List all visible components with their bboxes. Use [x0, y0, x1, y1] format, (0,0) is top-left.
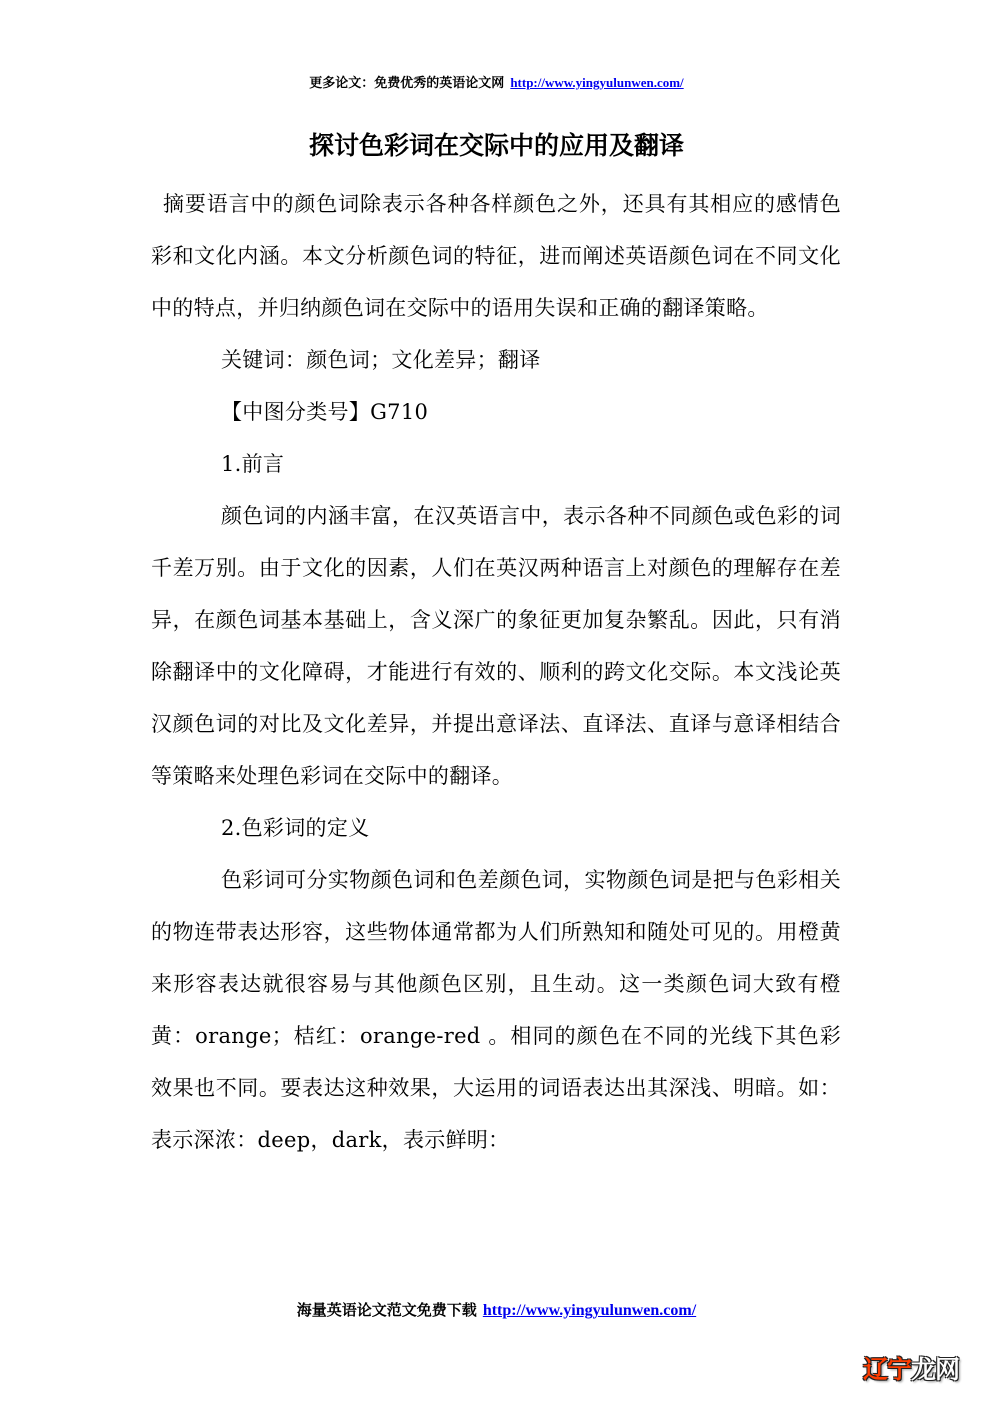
classification-number: 【中图分类号】G710: [221, 400, 429, 424]
abstract-paragraph: 摘要语言中的颜色词除表示各种各样颜色之外，还具有其相应的感情色彩和文化内涵。本文分析颜色词的特征，进而阐述英语颜色词在不同文化中的特点，并归纳颜色词在交际中的语用失误和正确的翻译策略。: [151, 192, 841, 320]
footer-text: 海量英语论文范文免费下载: [296, 1301, 477, 1319]
document-body: [151, 178, 841, 1166]
header-text: 更多论文：免费优秀的英语论文网: [309, 76, 505, 91]
keywords-line: 关键词：颜色词；文化差异；翻译: [221, 348, 541, 372]
page-header: [0, 72, 993, 95]
section-heading-introduction: 1.前言: [221, 452, 285, 476]
footer-link[interactable]: http://www.yingyulunwen.com/: [482, 1302, 697, 1319]
page-footer: [0, 1298, 993, 1323]
definition-paragraph: 色彩词可分实物颜色词和色差颜色词，实物颜色词是把与色彩相关的物连带表达形容，这些物体通常都为人们所熟知和随处可见的。用橙黄来形容表达就很容易与其他颜色区别，且生动。这一类颜色词大致有橙黄：orange；桔红：orange-red 。相同的颜色在不同的光线下其色彩效果也不同。要表达这种效果，大运用的词语表达出其深浅、明暗。如：表示深浓：deep，dark，表示鲜明：: [151, 868, 841, 1152]
watermark-part1: 辽宁: [862, 1355, 911, 1384]
header-link[interactable]: http://www.yingyulunwen.com/: [510, 75, 684, 90]
document-title: 探讨色彩词在交际中的应用及翻译: [308, 131, 684, 160]
introduction-paragraph: 颜色词的内涵丰富，在汉英语言中，表示各种不同颜色或色彩的词千差万别。由于文化的因素，人们在英汉两种语言上对颜色的理解存在差异，在颜色词基本基础上，含义深广的象征更加复杂繁乱。因此，只有消除翻译中的文化障碍，才能进行有效的、顺利的跨文化交际。本文浅论英汉颜色词的对比及文化差异，并提出意译法、直译法、直译与意译相结合等策略来处理色彩词在交际中的翻译。: [151, 504, 841, 788]
watermark-part2: 龙网: [910, 1355, 959, 1384]
section-heading-definition: 2.色彩词的定义: [221, 816, 370, 840]
site-watermark-logo: [863, 1355, 959, 1385]
